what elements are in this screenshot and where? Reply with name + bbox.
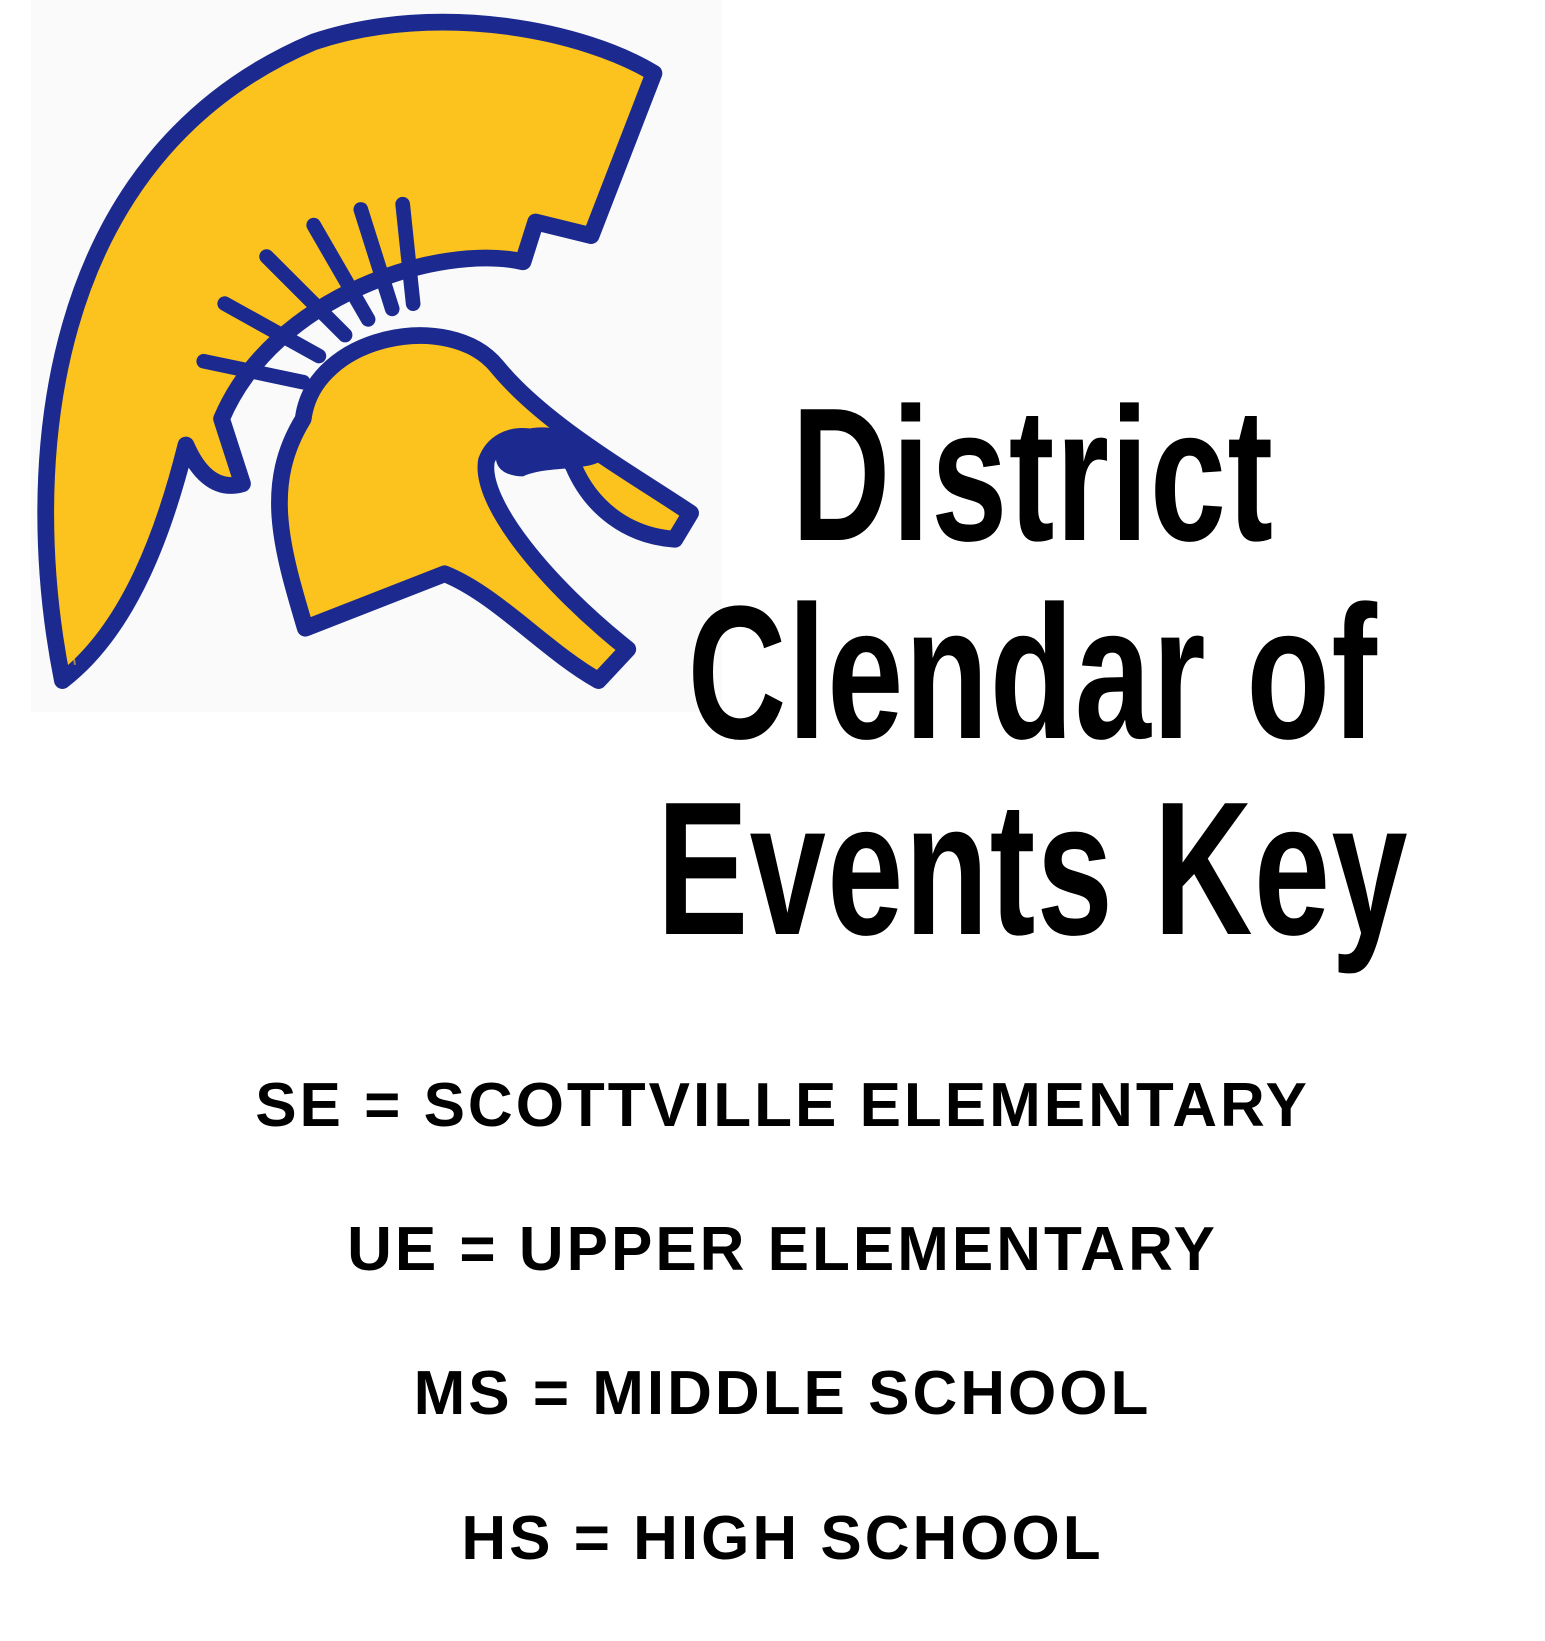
key-item-ms: MS = MIDDLE SCHOOL [413,1359,1152,1428]
key-item-se: SE = SCOTTVILLE ELEMENTARY [255,1071,1310,1140]
spartan-helmet-logo [31,0,722,712]
title-line-1: District [791,369,1275,581]
title-line-2: Clendar of [687,567,1379,779]
key-item-hs: HS = HIGH SCHOOL [461,1504,1104,1573]
key-item-ue: UE = UPPER ELEMENTARY [347,1215,1218,1284]
title-line-3: Events Key [657,763,1409,975]
